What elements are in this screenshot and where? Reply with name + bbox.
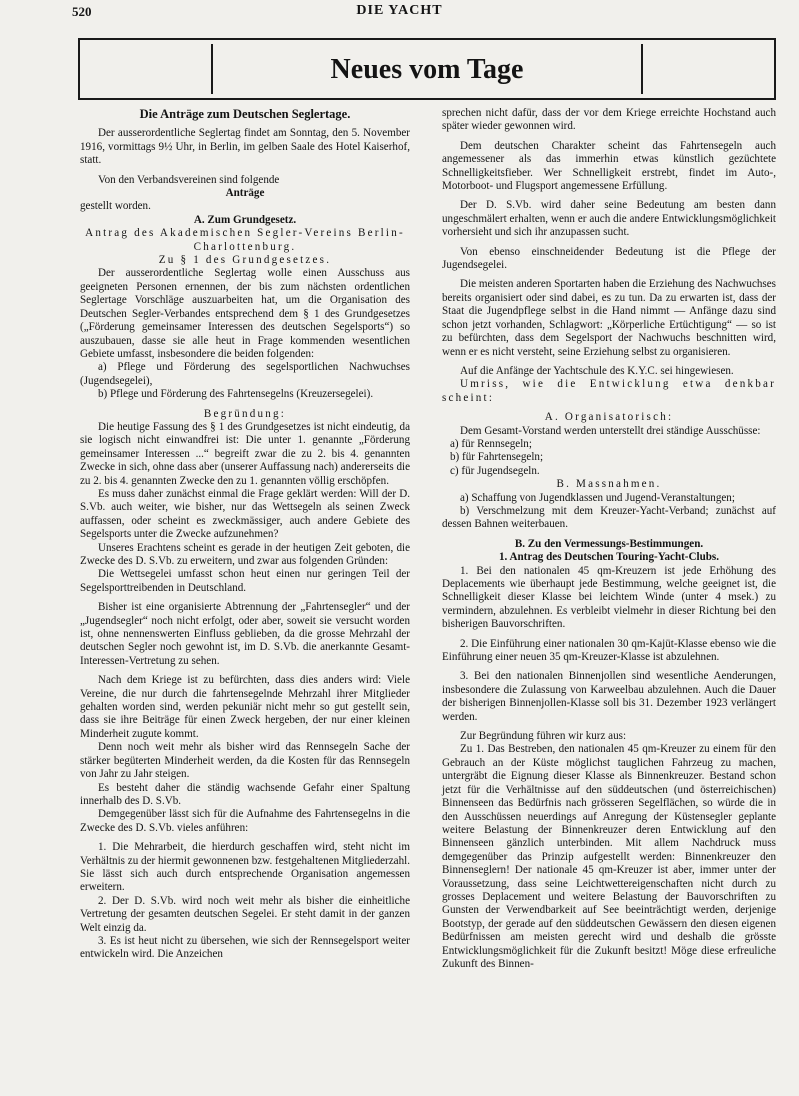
left-column <box>80 108 410 962</box>
section-heading: Die Anträge zum Deutschen Seglertage. <box>139 107 351 121</box>
paragraph: A. Organisatorisch: <box>544 411 674 424</box>
paragraph: Die meisten anderen Sportarten haben die Erziehung des Nachwuchses bereits organisiert oder sind dabei, es zu tun. Da zu erwarten ist, dass der Staat die Jugendpflege selbst in die Hand nimmt — Anfänge dazu sind schon jetzt vorhanden, Schlagwort: „Körperliche Ertüchtigung“ — so ist zu befürchten, dass dem Segelsport der Nachwuchs beschnitten wird, wenn er es nicht versteht, seine Erziehung selbst zu organisieren. <box>442 278 776 358</box>
section-banner <box>78 38 776 100</box>
page-number: 520 <box>72 4 92 19</box>
section-heading: Anträge <box>225 187 265 200</box>
paragraph: B. Massnahmen. <box>556 478 662 491</box>
paragraph: Die heutige Fassung des § 1 des Grundgesetzes ist nicht eindeutig, da sie logisch nicht einwandfrei ist: Die unter 1. genannte „Förderung gemeinsamer Interessen ...“ begreift zwar die zu 2. bis 4. genannten Zwecke in sich, ohne dass aber (unserer Auffassung nach) andererseits die zu 2. bis 4. genannten Zwecke den zu 1. genannten völlig erschöpfen. <box>80 420 410 487</box>
paragraph: a) für Rennsegeln; <box>450 437 532 450</box>
paragraph: Es besteht daher die ständig wachsende Gefahr einer Spaltung innerhalb des D. S.Vb. <box>80 781 410 807</box>
paragraph: Zu § 1 des Grundgesetzes. <box>158 254 332 267</box>
paragraph: Auf die Anfänge der Yachtschule des K.Y.C. sei hingewiesen. <box>460 364 734 377</box>
paragraph: Denn noch weit mehr als bisher wird das Rennsegeln Sache der stärker begüterten Minderheit werden, da die Kosten für das Rennsegeln von Jahr zu Jahr steigen. <box>80 741 410 781</box>
paragraph: a) Pflege und Förderung des segelsportlichen Nachwuchses (Jugendsegelei), <box>80 361 410 387</box>
paragraph: Dem Gesamt-Vorstand werden unterstellt drei ständige Ausschüsse: <box>460 424 761 437</box>
section-heading: A. Zum Grundgesetz. <box>193 213 297 226</box>
paragraph: Antrag des Akademischen Segler-Vereins Berlin-Charlottenburg. <box>85 227 405 253</box>
paragraph: Der D. S.Vb. wird daher seine Bedeutung am besten dann ungeschmälert erhalten, wenn er auch die andere Entwicklungsmöglichkeit vorhersieht und sich ihr anzupassen sucht. <box>442 199 776 239</box>
paragraph: 3. Bei den nationalen Binnenjollen sind wesentliche Aenderungen, insbesondere die Zulassung von Karweelbau abzulehnen. Auch die Dauer der bisherigen Binnenjollen-Klasse soll bis 31. Dezember 1923 verlängert werden. <box>442 670 776 723</box>
paragraph: Der ausserordentliche Seglertag wolle einen Ausschuss aus geeigneten Personen ernennen, der bis zum nächsten ordentlichen Seglertage Vorschläge auszuarbeiten hat, um die Organisation des Deutschen Segler-Verbandes entsprechend dem § 1 des Grundgesetzes („Förderung gemeinsamer Interessen des deutschen Segelsports“) so auszubauen, dasse sie alle heut in Frage kommenden wesentlichen Gebiete umfasst, insbesondere die beiden folgenden: <box>80 267 410 360</box>
paragraph: Dem deutschen Charakter scheint das Fahrtensegeln auch angemessener als das immerhin etwas künstlich gezüchtete Schnelligkeitsfieber. Wer Schnelligkeit erstrebt, findet im Auto-, Motorboot- und Flugsport angemessene Erfüllung. <box>442 139 776 193</box>
right-column <box>442 107 776 971</box>
paragraph: Zur Begründung führen wir kurz aus: <box>460 730 627 743</box>
paragraph: 3. Es ist heut nicht zu übersehen, wie sich der Rennsegelsport weiter entwickeln wird. Die Anzeichen <box>80 934 410 961</box>
paragraph: 2. Die Einführung einer nationalen 30 qm-Kajüt-Klasse ebenso wie die Einführung einer neuen 35 qm-Kreuzer-Klasse ist abzulehnen. <box>442 637 776 664</box>
paragraph: Der ausserordentliche Seglertag findet am Sonntag, den 5. November 1916, vormittags 9½ Uhr, in Berlin, im gelben Saale des Hotel Kaiserhof, statt. <box>80 127 410 167</box>
paragraph: Von ebenso einschneidender Bedeutung ist die Pflege der Jugendsegelei. <box>442 245 776 272</box>
paragraph: a) Schaffung von Jugendklassen und Jugend-Veranstaltungen; <box>460 491 735 504</box>
paragraph: Bisher ist eine organisierte Abtrennung der „Fahrtensegler“ und der „Jugendsegler“ noch nicht erfolgt, oder aber, soweit sie versucht worden ist, ohne nennenswerten Einfluss geblieben, da die grosse Mehrzahl der deutschen Segler noch gewohnt ist, im D. S.Vb. die anerkannte Gesamt-Interessen-Vertretung zu sehen. <box>80 601 410 667</box>
paragraph: 1. Die Mehrarbeit, die hierdurch geschaffen wird, steht nicht im Verhältnis zu der hiermit gewonnenen bzw. festgehaltenen Mitgliederzahl. Sie lässt sich auch durch entsprechende Organisation angemessen erweitern. <box>80 841 410 894</box>
paragraph: Die Wettsegelei umfasst schon heut einen nur geringen Teil der Segelsporttreibenden in Deutschland. <box>80 568 410 594</box>
paragraph: 1. Bei den nationalen 45 qm-Kreuzern ist jede Erhöhung des Deplacements wie überhaupt jede Bestimmung, welche geeignet ist, die Schnelligkeit dieser Klasse bei leichtem Winde (unter 4 msek.) zu vermindern, abzulehnen. Es verbleibt vielmehr in dieser Richtung bei den bisherigen Bauvorschriften. <box>442 564 776 631</box>
section-title: Neues vom Tage <box>330 54 524 85</box>
paragraph: b) für Fahrtensegeln; <box>450 451 544 464</box>
paragraph: 2. Der D. S.Vb. wird noch weit mehr als bisher die einheitliche Vertretung der gesamten deutschen Segelei. Er steht damit in der ganzen Welt einzig da. <box>80 894 410 934</box>
section-heading: B. Zu den Vermessungs-Bestimmungen. <box>514 537 704 550</box>
paragraph: Umriss, wie die Entwicklung etwa denkbar scheint: <box>442 378 776 404</box>
paragraph: Nach dem Kriege ist zu befürchten, dass dies anders wird: Viele Vereine, die nur durch die fahrtensegelnde Mehrzahl ihrer Mitglieder gehalten worden sind, werden pekuniär nicht mehr so gut gestellt sein, dass sie ihre Beiträge für einen Zweck hergeben, der nur einer kleinen Minderheit zugute kommt. <box>80 674 410 740</box>
banner-divider-right <box>641 44 643 94</box>
paragraph: b) Pflege und Förderung des Fahrtensegelns (Kreuzersegelei). <box>98 388 374 401</box>
paragraph: Es muss daher zunächst einmal die Frage geklärt werden: Will der D. S.Vb. auch weiter, wie bisher, nur das Wettsegeln als seinen Zweck auffassen, oder scheint es zweckmässiger, auch andere Gebiete des Segelsports unter die Zwecke aufzunehmen? <box>80 487 410 541</box>
paragraph: gestellt worden. <box>80 200 151 213</box>
running-title: DIE YACHT <box>356 3 443 18</box>
paragraph: c) für Jugendsegeln. <box>450 464 540 477</box>
paragraph: b) Verschmelzung mit dem Kreuzer-Yacht-Verband; zunächst auf dessen Bahnen weiterbauen. <box>442 504 776 531</box>
paragraph: sprechen nicht dafür, dass der vor dem Kriege erreichte Hochstand auch später wieder gewonnen wird. <box>442 107 776 133</box>
paragraph: Begründung: <box>203 407 287 420</box>
paragraph: Unseres Erachtens scheint es gerade in der heutigen Zeit geboten, die Zwecke des D. S.Vb. zu erweitern, und zwar aus folgenden Gründen: <box>80 541 410 567</box>
section-heading: 1. Antrag des Deutschen Touring-Yacht-Clubs. <box>498 551 720 564</box>
paragraph: Zu 1. Das Bestreben, den nationalen 45 qm-Kreuzer zu einem für den Gebrauch an der Küste möglichst tauglichen Fahrzeug zu machen, untergräbt die Eignung dieser Klasse als Binnenkreuzer. Bestand schon jetzt für die Verhältnisse auf den süddeutschen (und österreichischen) Binnenseen das Bedürfnis nach grösseren Segelflächen, so würde die in den Ausschüssen neuerdings auf Anregung der Küstensegler geplante weitere Belastung der Binnenkreuzer deren Entwicklung auf den Binnenseen gänzlich unterbinden. Mit allem Nachdruck muss demgegenüber das Prinzip aufgestellt werden: Binnenkreuzer den Binnenseglern! Der nationale 45 qm-Kreuzer ist aber, immer unter der Voraussetzung, dass seine Leichtwettereigenschaften nicht durch zu grosses Deplacement und weitere Belastung der Bauvorschriften zu Gunsten der Verwendbarkeit auf See beeinträchtigt werden, derjenige Bootstyp, der gerade auf den süddeutschen Gewässern den diesen eigenen Bedürfnissen am meisten gerecht wird und deshalb die grösste Entwicklungsmöglichkeit für die Zukunft besitzt! Möge diese erfreuliche Zukunft des Binnen- <box>442 743 776 970</box>
paragraph: Demgegenüber lässt sich für die Aufnahme des Fahrtensegelns in die Zwecke des D. S.Vb. vieles anführen: <box>80 808 410 834</box>
paragraph: Von den Verbandsvereinen sind folgende <box>98 173 280 186</box>
